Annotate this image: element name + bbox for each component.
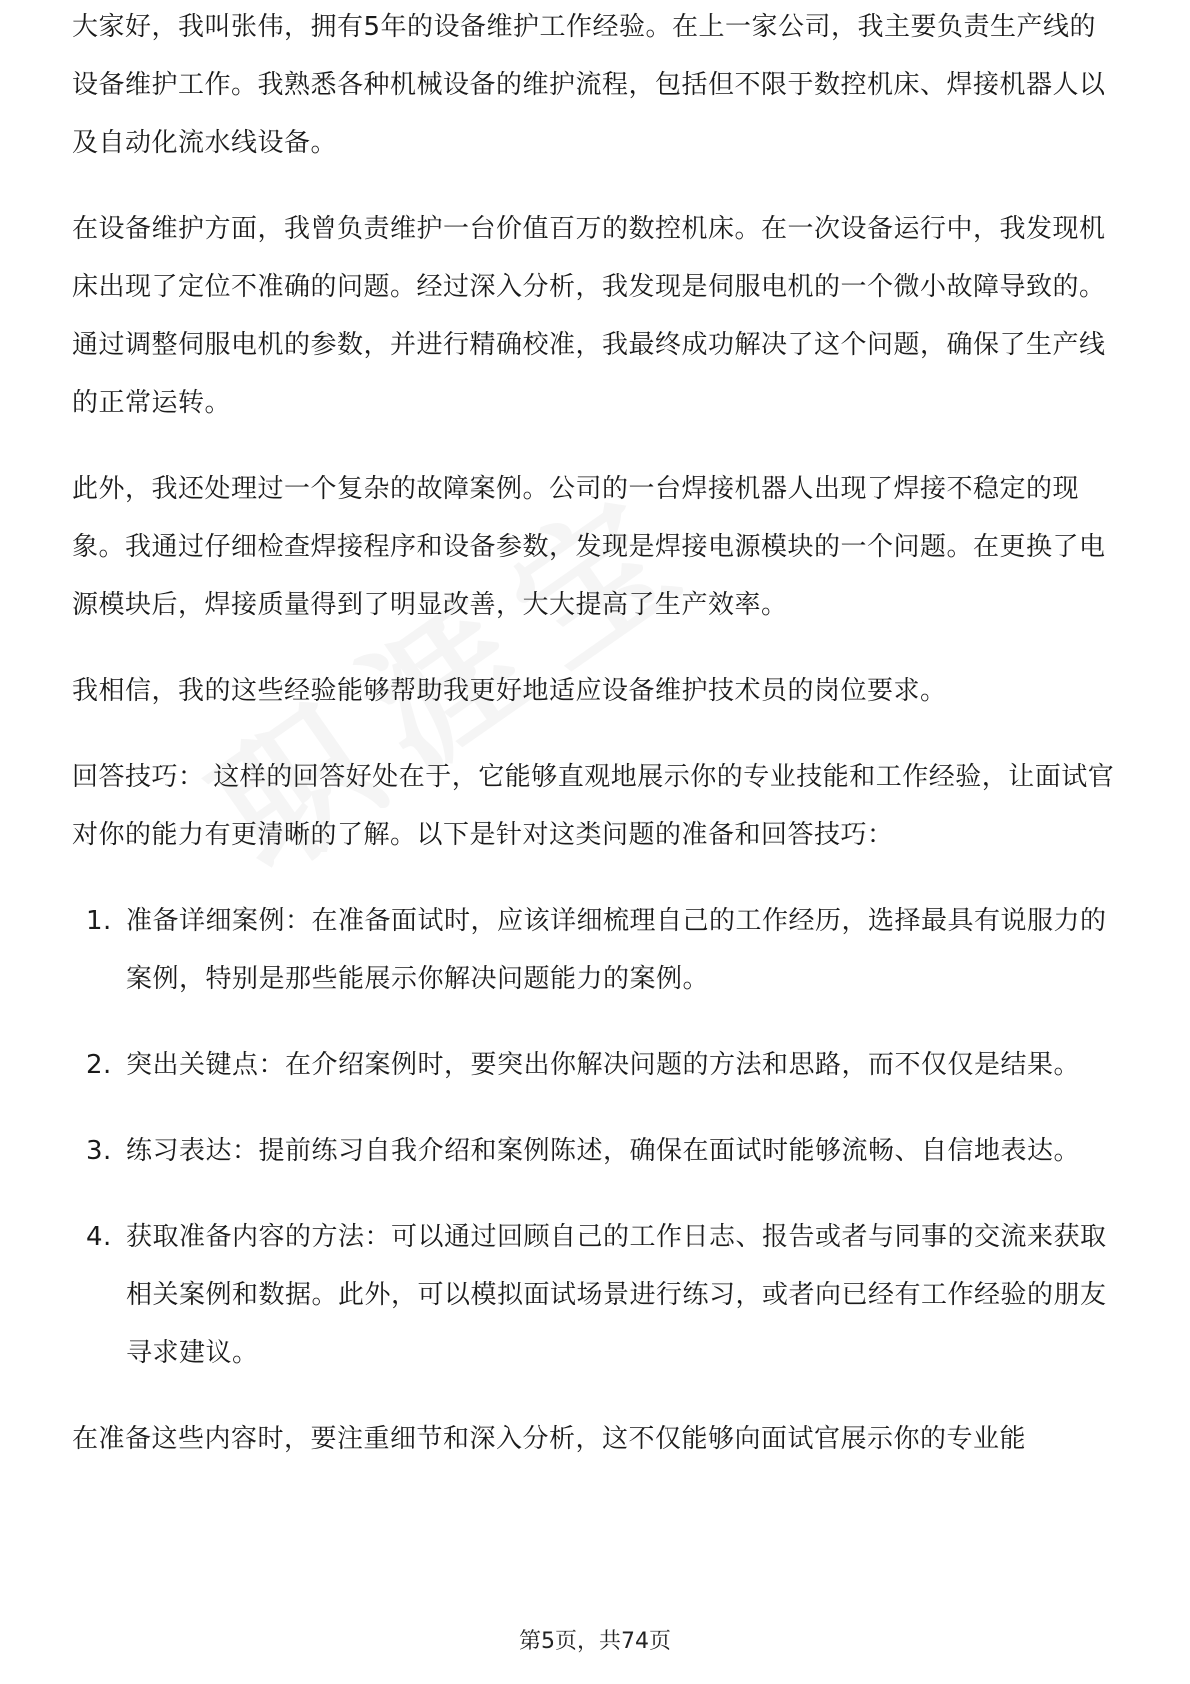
closing-paragraph: 在准备这些内容时，要注重细节和深入分析，这不仅能够向面试官展示你的专业能 <box>72 1424 1027 1454</box>
list-item <box>72 1208 1122 1382</box>
list-item <box>72 1036 1122 1094</box>
list-item-number: 1. <box>86 906 112 936</box>
list-item-number: 2. <box>86 1050 112 1080</box>
list-item-number: 3. <box>86 1136 112 1166</box>
list-item <box>72 892 1122 1008</box>
list-item-text: 练习表达：提前练习自我介绍和案例陈述，确保在面试时能够流畅、自信地表达。 <box>126 1136 1081 1166</box>
list-item-text: 突出关键点：在介绍案例时，要突出你解决问题的方法和思路，而不仅仅是结果。 <box>126 1050 1081 1080</box>
page-number: 第5页，共74页 <box>519 1629 671 1654</box>
welding-case-paragraph: 此外，我还处理过一个复杂的故障案例。公司的一台焊接机器人出现了焊接不稳定的现象。我通过仔细检查焊接程序和设备参数，发现是焊接电源模块的一个问题。在更换了电源模块后，焊接质量得到了明显改善，大大提高了生产效率。 <box>72 474 1106 620</box>
document-body <box>72 12 1122 1496</box>
tips-list <box>72 892 1122 1382</box>
intro-paragraph: 大家好，我叫张伟，拥有5年的设备维护工作经验。在上一家公司，我主要负责生产线的设备维护工作。我熟悉各种机械设备的维护流程，包括但不限于数控机床、焊接机器人以及自动化流水线设备。 <box>72 12 1106 158</box>
conclusion-paragraph: 我相信，我的这些经验能够帮助我更好地适应设备维护技术员的岗位要求。 <box>72 676 947 706</box>
tips-intro-paragraph: 回答技巧： 这样的回答好处在于，它能够直观地展示你的专业技能和工作经验，让面试官对你的能力有更清晰的了解。以下是针对这类问题的准备和回答技巧： <box>72 762 1115 850</box>
list-item-number: 4. <box>86 1222 112 1252</box>
list-item-text: 获取准备内容的方法：可以通过回顾自己的工作日志、报告或者与同事的交流来获取相关案例和数据。此外，可以模拟面试场景进行练习，或者向已经有工作经验的朋友寻求建议。 <box>126 1222 1107 1368</box>
cnc-case-paragraph: 在设备维护方面，我曾负责维护一台价值百万的数控机床。在一次设备运行中，我发现机床出现了定位不准确的问题。经过深入分析，我发现是伺服电机的一个微小故障导致的。通过调整伺服电机的参数，并进行精确校准，我最终成功解决了这个问题，确保了生产线的正常运转。 <box>72 214 1106 418</box>
list-item <box>72 1122 1122 1180</box>
list-item-text: 准备详细案例：在准备面试时，应该详细梳理自己的工作经历，选择最具有说服力的案例，特别是那些能展示你解决问题能力的案例。 <box>126 906 1107 994</box>
